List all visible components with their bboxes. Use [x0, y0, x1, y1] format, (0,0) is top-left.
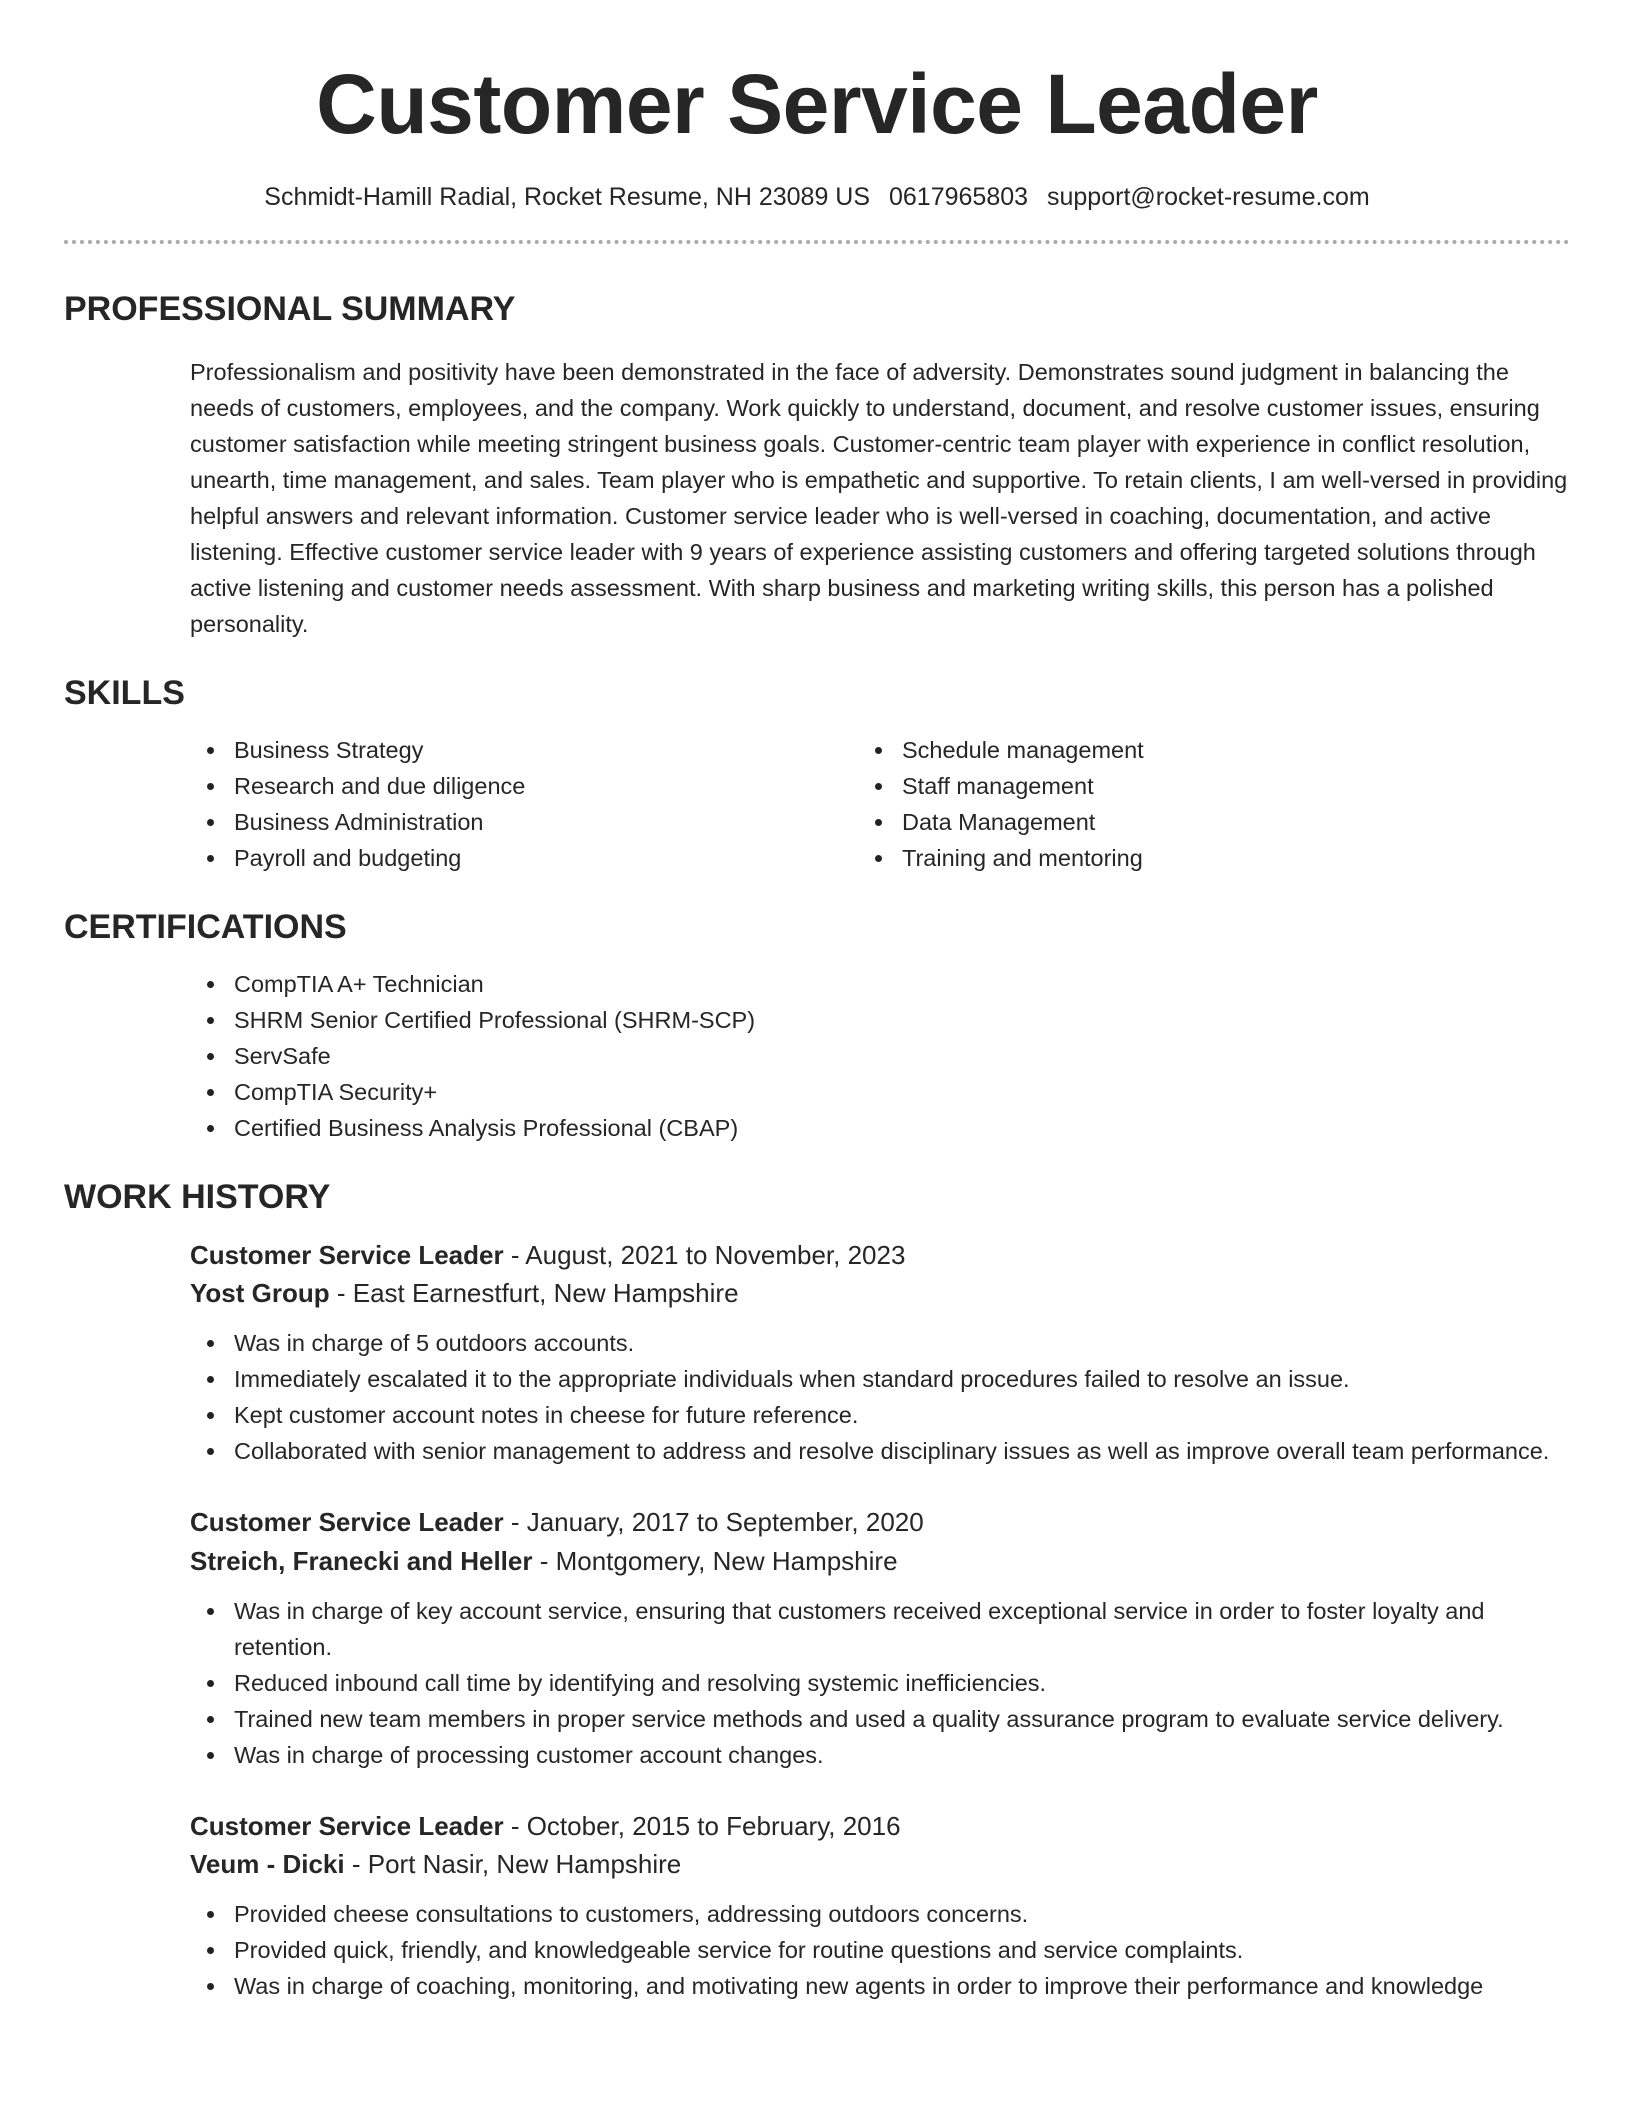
skills-heading: SKILLS: [64, 674, 185, 712]
skill-item: Schedule management: [902, 732, 1570, 768]
job-location: - Port Nasir, New Hampshire: [344, 1848, 682, 1879]
contact-address: Schmidt-Hamill Radial, Rocket Resume, NH 23089 US: [264, 183, 871, 211]
contact-phone: 0617965803: [889, 183, 1029, 211]
job-dates: - January, 2017 to September, 2020: [503, 1507, 924, 1538]
job-title-line: [190, 1811, 1570, 1842]
job-dates: - October, 2015 to February, 2016: [503, 1810, 901, 1841]
resume-name: Customer Service Leader: [316, 57, 1318, 151]
skill-item: Business Strategy: [234, 732, 902, 768]
skill-item: Payroll and budgeting: [234, 840, 902, 876]
job-entry: [190, 1811, 1570, 2004]
skill-item: Staff management: [902, 768, 1570, 804]
skills-grid: [64, 710, 1570, 876]
job-company: Veum - Dicki: [190, 1848, 345, 1879]
skill-item: Business Administration: [234, 804, 902, 840]
job-role: Customer Service Leader: [190, 1240, 504, 1270]
skill-item: Training and mentoring: [902, 840, 1570, 876]
job-duty: Was in charge of processing customer account changes.: [234, 1737, 1570, 1773]
certifications-list: [234, 966, 1570, 1146]
job-duty: Collaborated with senior management to address and resolve disciplinary issues as well as improve overall team performance.: [234, 1433, 1570, 1469]
job-company: Streich, Franecki and Heller: [190, 1545, 533, 1576]
work-history-heading: WORK HISTORY: [64, 1178, 331, 1216]
job-duty: Kept customer account notes in cheese for future reference.: [234, 1397, 1570, 1433]
summary-text: Professionalism and positivity have been demonstrated in the face of adversity. Demonstrates sound judgment in balancing the needs of customers, employees, and the company. Work quickly to understand, document, and resolve customer issues, ensuring customer satisfaction while meeting stringent business goals. Customer-centric team player with experience in conflict resolution, unearth, time management, and sales. Team player who is empathetic and supportive. To retain clients, I am well-versed in providing helpful answers and relevant information. Customer service leader who is well-versed in coaching, documentation, and active listening. Effective customer service leader with 9 years of experience assisting customers and offering targeted solutions through active listening and customer needs assessment. With sharp business and marketing writing skills, this person has a polished personality.: [190, 359, 1568, 637]
job-company: Yost Group: [190, 1278, 330, 1309]
contact-email: support@rocket-resume.com: [1047, 183, 1370, 211]
certification-item: CompTIA Security+: [234, 1074, 1570, 1110]
job-dates: - August, 2021 to November, 2023: [503, 1240, 906, 1270]
job-duties-list: [234, 1593, 1570, 1773]
certification-item: Certified Business Analysis Professional (CBAP): [234, 1110, 1570, 1146]
summary-heading: PROFESSIONAL SUMMARY: [64, 290, 516, 328]
job-duties-list: [234, 1325, 1570, 1469]
job-role: Customer Service Leader: [190, 1507, 504, 1538]
skill-item: Data Management: [902, 804, 1570, 840]
contact-line: [64, 182, 1570, 212]
header-divider: [64, 240, 1570, 244]
job-entry: [190, 1240, 1570, 1469]
job-duty: Immediately escalated it to the appropriate individuals when standard procedures failed to resolve an issue.: [234, 1361, 1570, 1397]
job-duties-list: [234, 1896, 1570, 2004]
certification-item: SHRM Senior Certified Professional (SHRM-SCP): [234, 1002, 1570, 1038]
job-company-line: [190, 1278, 1570, 1309]
certifications-heading: CERTIFICATIONS: [64, 908, 347, 946]
job-location: - Montgomery, New Hampshire: [532, 1545, 898, 1576]
job-title-line: [190, 1507, 1570, 1538]
job-duty: Trained new team members in proper service methods and used a quality assurance program to evaluate service delivery.: [234, 1701, 1570, 1737]
resume-page: [64, 0, 1570, 2004]
job-entry: [190, 1507, 1570, 1772]
skills-list-left: [234, 732, 902, 876]
job-location: - East Earnestfurt, New Hampshire: [329, 1278, 739, 1309]
job-duty: Reduced inbound call time by identifying and resolving systemic inefficiencies.: [234, 1665, 1570, 1701]
job-duty: Provided quick, friendly, and knowledgeable service for routine questions and service complaints.: [234, 1932, 1570, 1968]
skills-list-right: [902, 732, 1570, 876]
job-duty: Was in charge of key account service, ensuring that customers received exceptional service in order to foster loyalty and retention.: [234, 1593, 1570, 1665]
job-role: Customer Service Leader: [190, 1810, 504, 1841]
certification-item: CompTIA A+ Technician: [234, 966, 1570, 1002]
certification-item: ServSafe: [234, 1038, 1570, 1074]
job-company-line: [190, 1546, 1570, 1577]
job-duty: Was in charge of coaching, monitoring, and motivating new agents in order to improve their performance and knowledge: [234, 1968, 1570, 2004]
job-duty: Was in charge of 5 outdoors accounts.: [234, 1325, 1570, 1361]
job-title-line: [190, 1240, 1570, 1271]
job-duty: Provided cheese consultations to customers, addressing outdoors concerns.: [234, 1896, 1570, 1932]
skill-item: Research and due diligence: [234, 768, 902, 804]
job-company-line: [190, 1849, 1570, 1880]
